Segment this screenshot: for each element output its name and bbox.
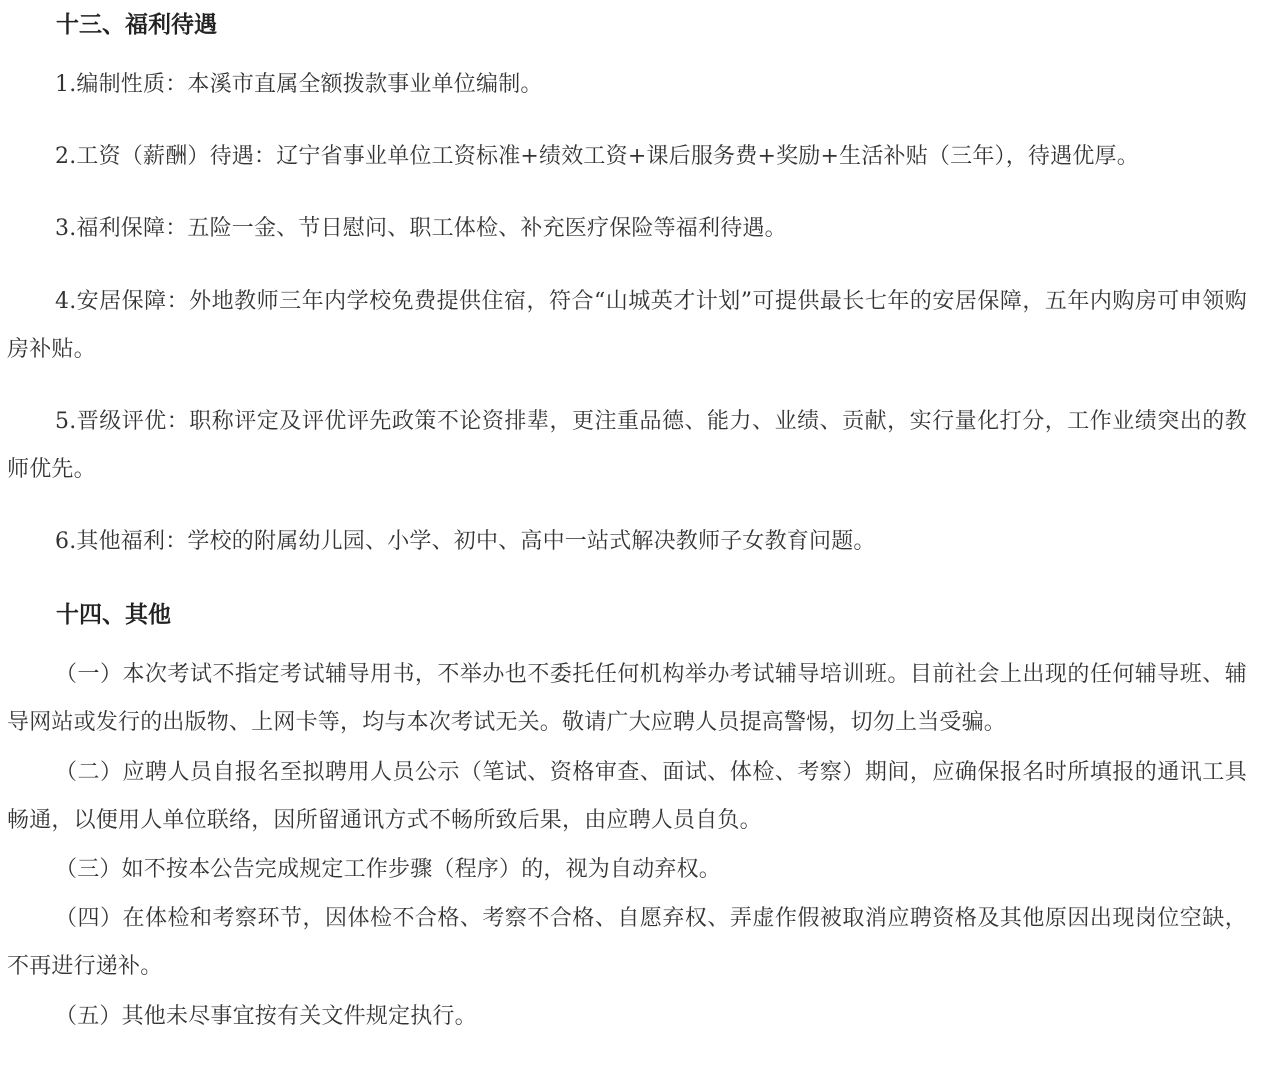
section-13-heading: 十三、福利待遇 bbox=[56, 12, 217, 38]
section-13-item-6: 6.其他福利：学校的附属幼儿园、小学、初中、高中一站式解决教师子女教育问题。 bbox=[55, 529, 876, 554]
section-13-item-5: 5.晋级评优：职称评定及评优评先政策不论资排辈，更注重品德、能力、业绩、贡献，实行量化打分，工作业绩突出的教师优先。 bbox=[7, 409, 1247, 482]
section-14-item-5: （五）其他未尽事宜按有关文件规定执行。 bbox=[55, 1004, 477, 1029]
section-14-item-2: （二）应聘人员自报名至拟聘用人员公示（笔试、资格审查、面试、体检、考察）期间，应确保报名时所填报的通讯工具畅通，以便用人单位联络，因所留通讯方式不畅所致后果，由应聘人员自负。 bbox=[7, 760, 1247, 833]
section-14-heading: 十四、其他 bbox=[56, 602, 171, 628]
section-14-item-3: （三）如不按本公告完成规定工作步骤（程序）的，视为自动弃权。 bbox=[55, 857, 722, 882]
section-13-item-4: 4.安居保障：外地教师三年内学校免费提供住宿，符合“山城英才计划”可提供最长七年的安居保障，五年内购房可申领购房补贴。 bbox=[7, 289, 1247, 362]
section-13-item-3: 3.福利保障：五险一金、节日慰问、职工体检、补充医疗保险等福利待遇。 bbox=[55, 216, 787, 241]
section-14-item-1: （一）本次考试不指定考试辅导用书，不举办也不委托任何机构举办考试辅导培训班。目前社会上出现的任何辅导班、辅导网站或发行的出版物、上网卡等，均与本次考试无关。敬请广大应聘人员提高警惕，切勿上当受骗。 bbox=[7, 662, 1247, 735]
section-13-item-1: 1.编制性质：本溪市直属全额拨款事业单位编制。 bbox=[55, 72, 543, 97]
section-13-item-2: 2.工资（薪酬）待遇：辽宁省事业单位工资标准+绩效工资+课后服务费+奖励+生活补贴（三年），待遇优厚。 bbox=[55, 144, 1139, 169]
section-14-item-4: （四）在体检和考察环节，因体检不合格、考察不合格、自愿弃权、弄虚作假被取消应聘资格及其他原因出现岗位空缺，不再进行递补。 bbox=[7, 906, 1247, 979]
